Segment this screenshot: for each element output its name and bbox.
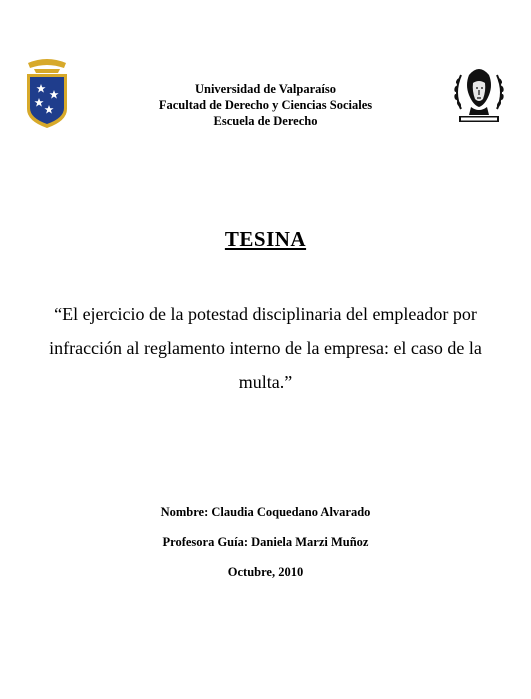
document-title: TESINA <box>224 227 307 251</box>
author-line: Nombre: Claudia Coquedano Alvarado <box>160 505 371 519</box>
faculty-name: Facultad de Derecho y Ciencias Sociales <box>158 98 373 112</box>
thesis-details <box>0 505 531 595</box>
thesis-title: “El ejercicio de la potestad disciplinaria del empleador por infracción al reglamento interno de la empresa: el caso de la multa.” <box>49 304 482 392</box>
advisor-line: Profesora Guía: Daniela Marzi Muñoz <box>162 535 369 549</box>
school-name: Escuela de Derecho <box>213 114 318 128</box>
date-line: Octubre, 2010 <box>227 565 304 579</box>
law-school-head-logo <box>451 61 507 133</box>
university-name: Universidad de Valparaíso <box>194 82 336 96</box>
